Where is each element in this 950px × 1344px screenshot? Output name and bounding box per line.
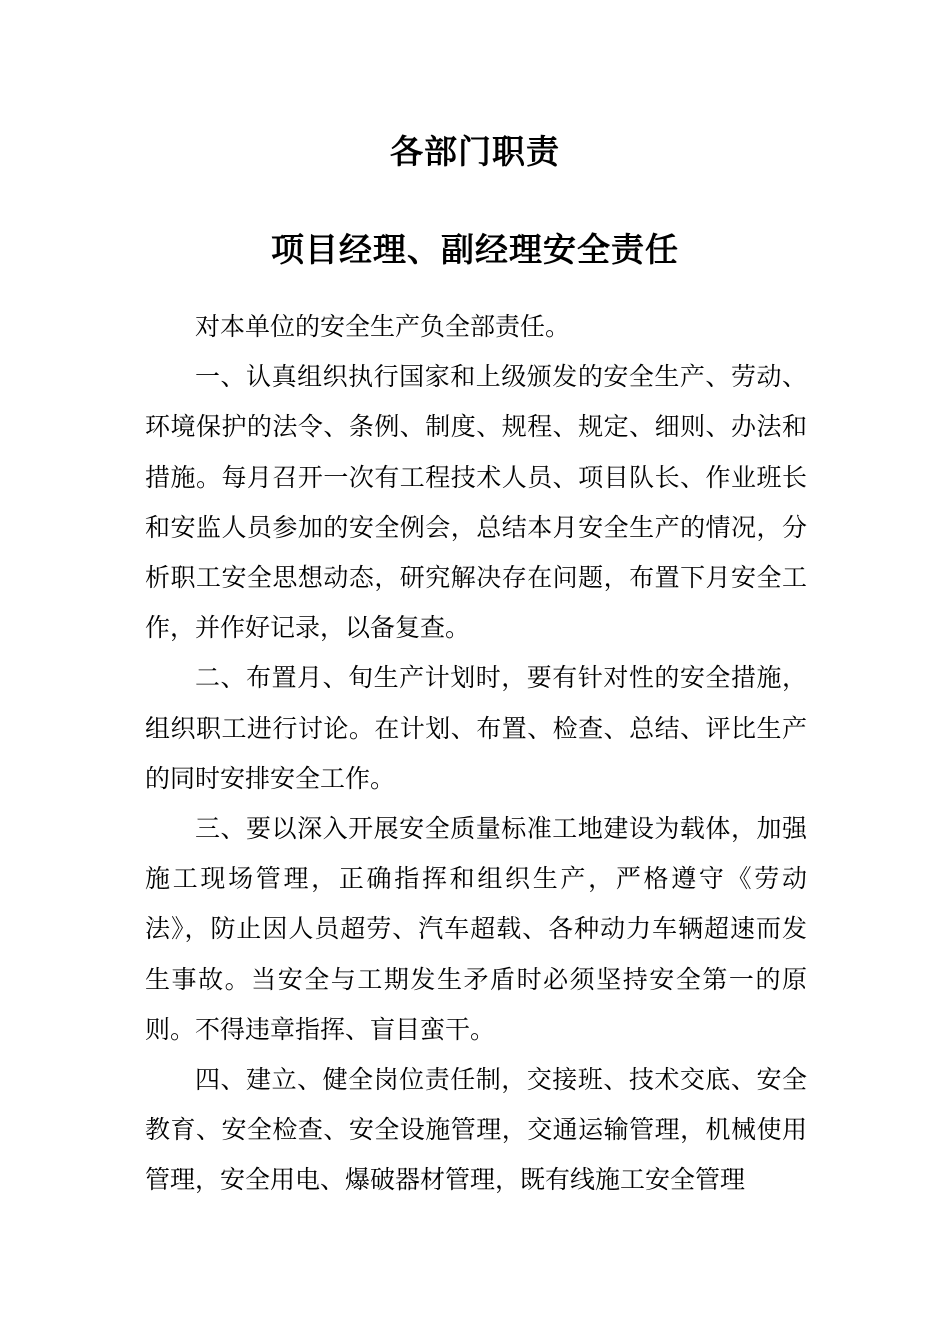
paragraph-item-2: 二、布置月、旬生产计划时，要有针对性的安全措施，组织职工进行讨论。在计划、布置、检查、总结、评比生产的同时安排安全工作。 [145,663,807,793]
paragraph-item-1: 一、认真组织执行国家和上级颁发的安全生产、劳动、环境保护的法令、条例、制度、规程、规定、细则、办法和措施。每月召开一次有工程技术人员、项目队长、作业班长和安监人员参加的安全例会，总结本月安全生产的情况，分析职工安全思想动态，研究解决存在问题，布置下月安全工作，并作好记录，以备复查。 [145,362,807,643]
document-body [145,302,807,1206]
section-title: 项目经理、副经理安全责任 [271,230,679,269]
paragraph-item-4: 四、建立、健全岗位责任制，交接班、技术交底、安全教育、安全检查、安全设施管理，交通运输管理，机械使用管理，安全用电、爆破器材管理，既有线施工安全管理 [145,1065,807,1195]
paragraph-intro: 对本单位的安全生产负全部责任。 [195,312,571,341]
paragraph-item-3: 三、要以深入开展安全质量标准工地建设为载体，加强施工现场管理，正确指挥和组织生产，严格遵守《劳动法》，防止因人员超劳、汽车超载、各种动力车辆超速而发生事故。当安全与工期发生矛盾时必须坚持安全第一的原则。不得违章指挥、盲目蛮干。 [145,814,807,1044]
document-title: 各部门职责 [390,132,560,171]
